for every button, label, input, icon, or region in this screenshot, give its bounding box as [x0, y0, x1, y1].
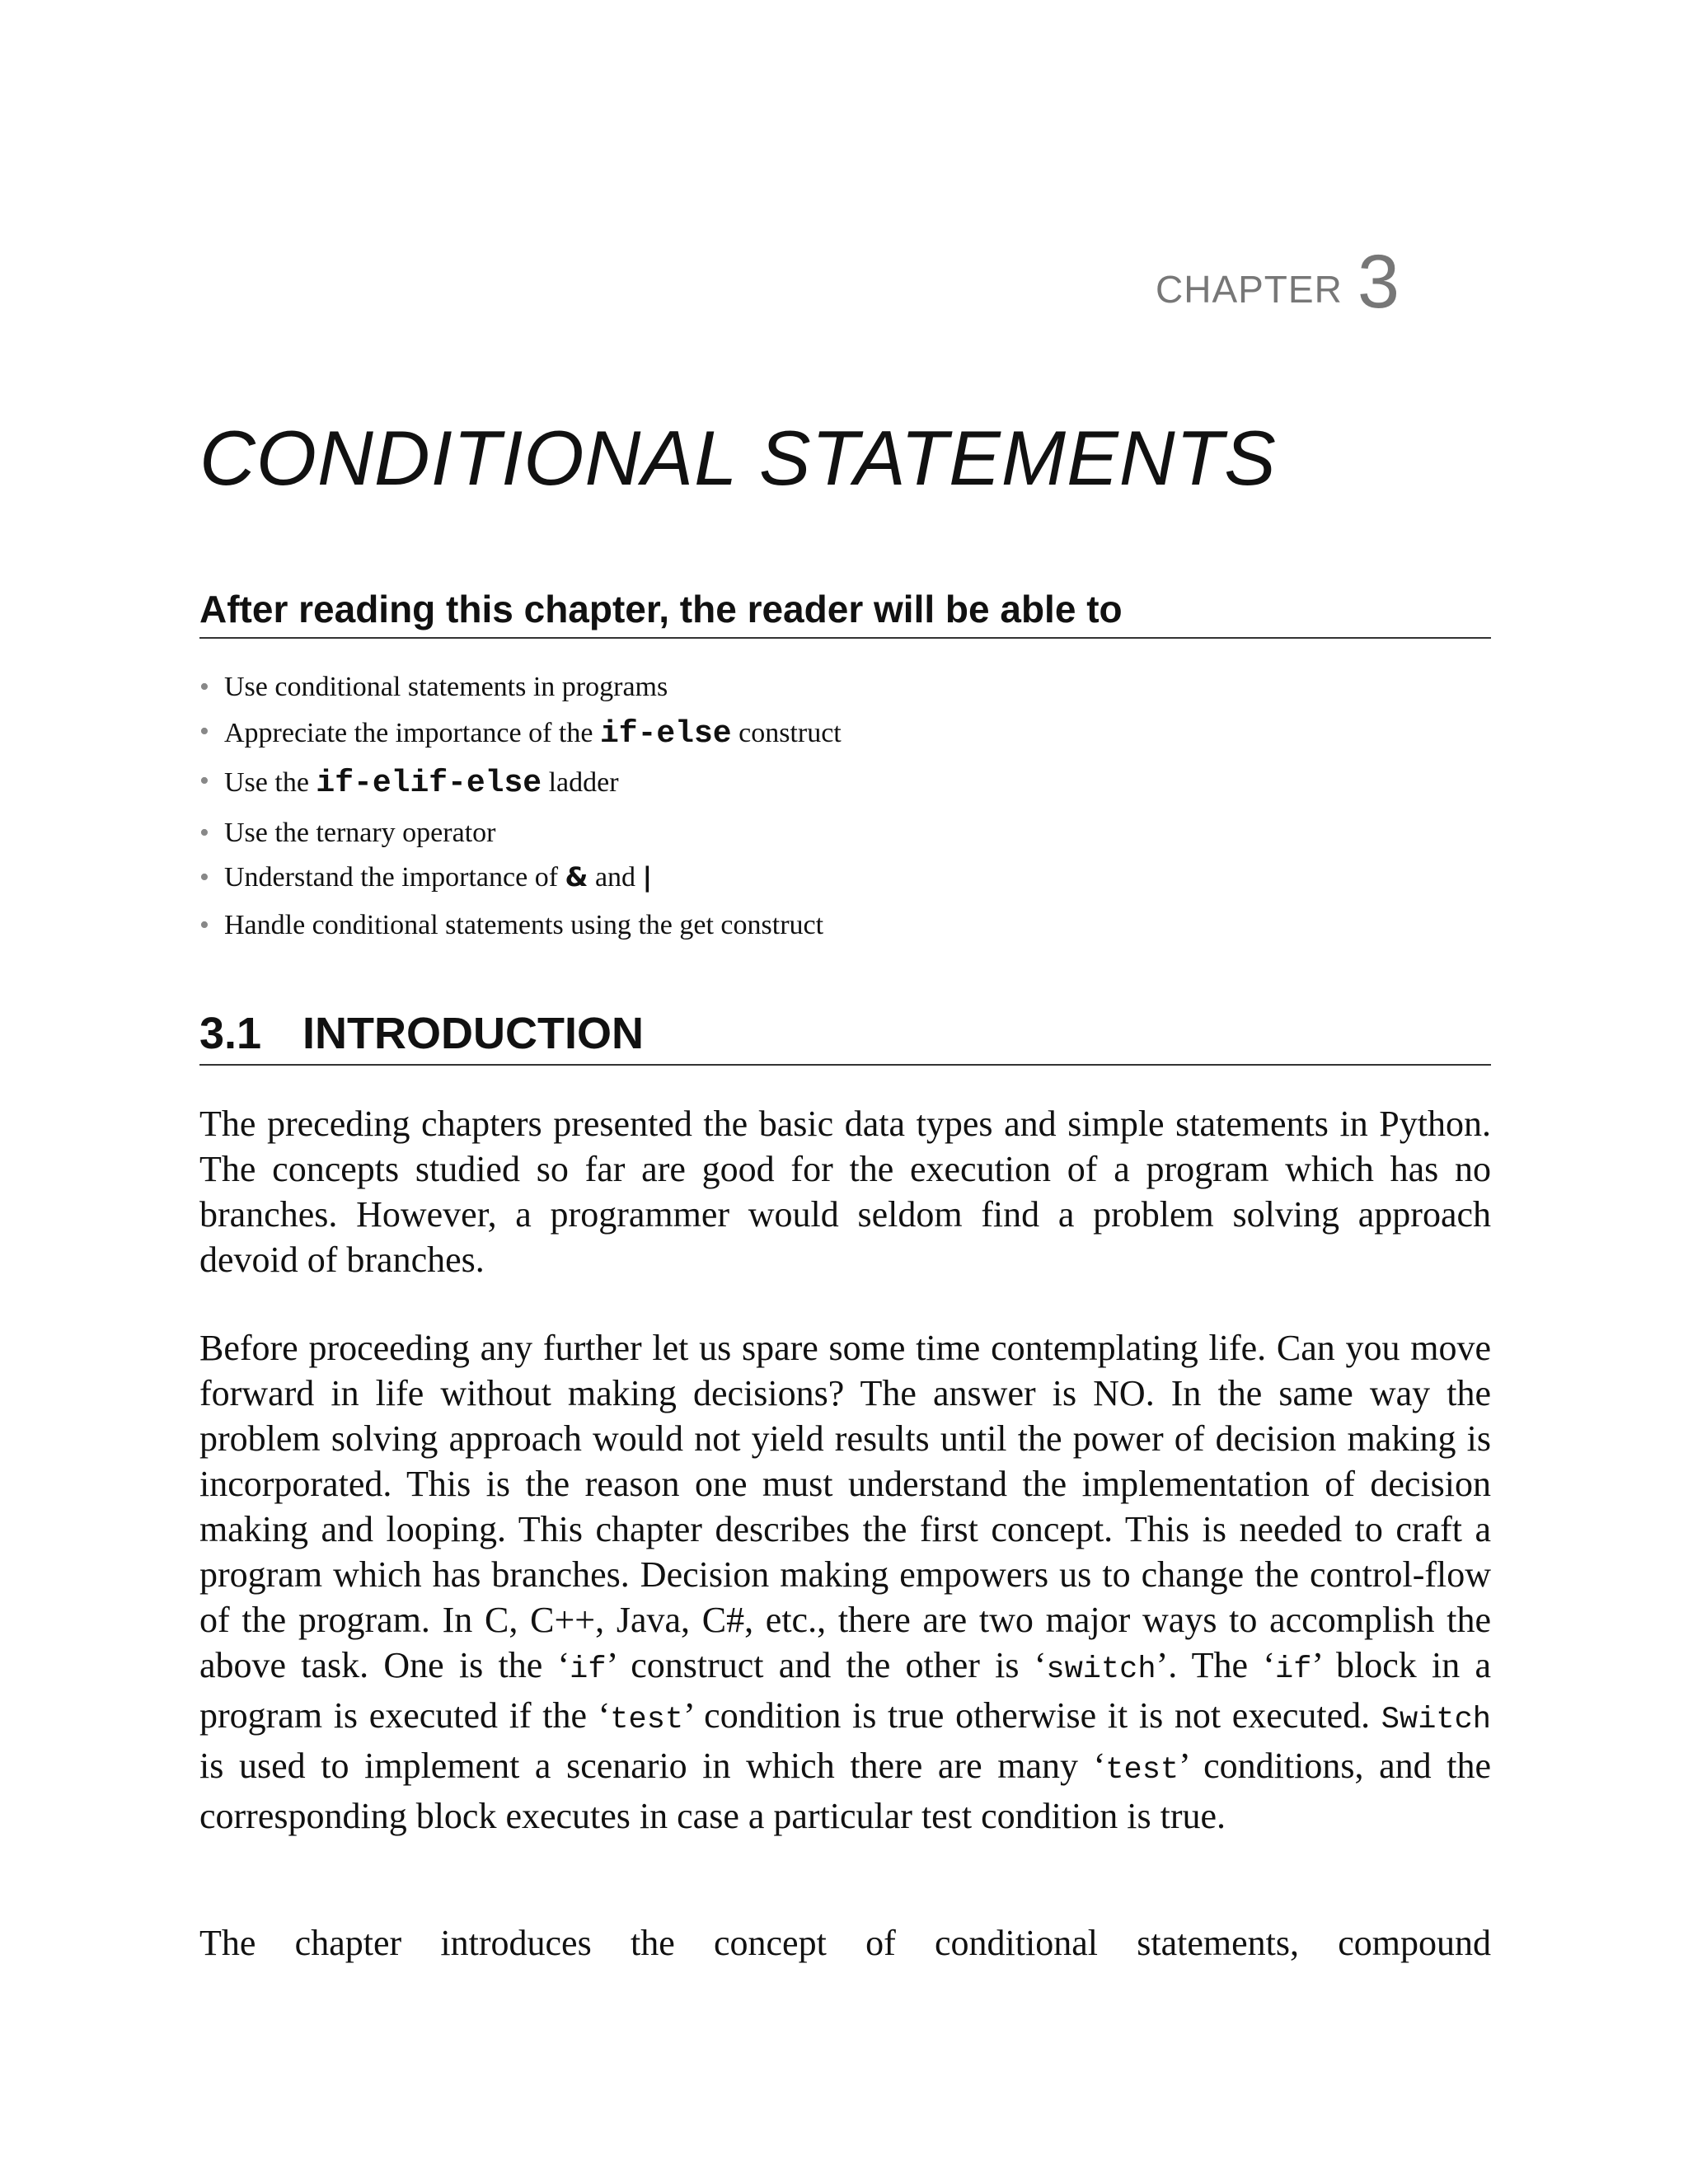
section-heading — [199, 1007, 1491, 1066]
objective-text: construct — [731, 718, 842, 749]
inline-code: if — [570, 1652, 607, 1687]
bullet-icon: • — [199, 862, 209, 893]
bullet-icon: • — [199, 765, 209, 796]
paragraph-text: ’ construct and the other is ‘ — [606, 1645, 1047, 1685]
inline-code: if — [1274, 1652, 1312, 1687]
body-paragraph-3: The chapter introduces the concept of conditional statements, compound — [199, 1923, 1491, 1963]
objective-text: Use the ternary operator — [224, 817, 496, 848]
objective-text: Understand the importance of — [224, 862, 565, 893]
section-title: INTRODUCTION — [302, 1009, 644, 1058]
objective-item — [199, 860, 1436, 896]
objective-text: and — [588, 862, 643, 893]
bullet-icon: • — [199, 716, 209, 748]
bullet-icon: • — [199, 910, 209, 941]
paragraph-text: Before proceeding any further let us spare some time contemplating life. Can you move forward in life without making decisions? The answer is NO. In the same way the problem solving approach would not yield results until the power of decision making is incorporated. This is the reason one must understand the implementation of decision making and looping. This chapter describes the first concept. This is needed to craft a program which has branches. Decision making empowers us to change the control-flow of the program. In C, C++, Java, C#, etc., there are two major ways to accomplish the above task. One is the ‘ — [199, 1328, 1491, 1685]
paragraph-text: ’. The ‘ — [1156, 1645, 1275, 1685]
objective-item — [199, 669, 1436, 705]
objective-code: if-else — [599, 716, 732, 752]
inline-code: test — [610, 1703, 684, 1737]
objective-code: if-elif-else — [316, 765, 542, 801]
objective-text: Handle conditional statements using the get construct — [224, 910, 824, 941]
body-paragraph-1: The preceding chapters presented the basic data types and simple statements in Python. The concepts studied so far are good for the execution of a program which has no branches. However, a programmer would seldom find a problem solving approach devoid of branches. — [199, 1104, 1491, 1280]
paragraph-text: is used to implement a scenario in which there are many ‘ — [199, 1746, 1106, 1786]
objective-text: Appreciate the importance of the — [224, 718, 600, 749]
ampersand-symbol: & — [565, 861, 588, 893]
chapter-title: CONDITIONAL STATEMENTS — [199, 415, 1277, 501]
chapter-word: CHAPTER — [1156, 268, 1343, 311]
objective-text: Use conditional statements in programs — [224, 672, 668, 702]
paragraph-text: ’ condition is true otherwise it is not executed. — [683, 1695, 1381, 1736]
objectives-list — [199, 669, 1436, 944]
body-paragraph-2 — [199, 1325, 1491, 1839]
inline-code: test — [1105, 1753, 1179, 1788]
objective-item — [199, 714, 1436, 754]
inline-code: switch — [1046, 1652, 1156, 1687]
objective-item — [199, 907, 1436, 944]
bullet-icon: • — [199, 672, 209, 702]
inline-code: Switch — [1381, 1703, 1492, 1737]
bullet-icon: • — [199, 817, 209, 848]
objective-text: Use the — [224, 766, 316, 798]
objective-item — [199, 763, 1436, 804]
chapter-label — [1156, 240, 1400, 324]
paragraph-text: ’ block in a program is executed if the ‘ — [199, 1645, 1492, 1736]
section-number: 3.1 — [199, 1009, 262, 1058]
paragraph-text: ’ conditions, and the corresponding block executes in case a particular test condition is true. — [199, 1746, 1491, 1836]
chapter-number: 3 — [1357, 240, 1400, 324]
objective-text: ladder — [542, 766, 619, 798]
pipe-symbol: | — [642, 861, 653, 893]
objectives-heading: After reading this chapter, the reader will be able to — [199, 587, 1491, 639]
objective-item — [199, 815, 1436, 851]
